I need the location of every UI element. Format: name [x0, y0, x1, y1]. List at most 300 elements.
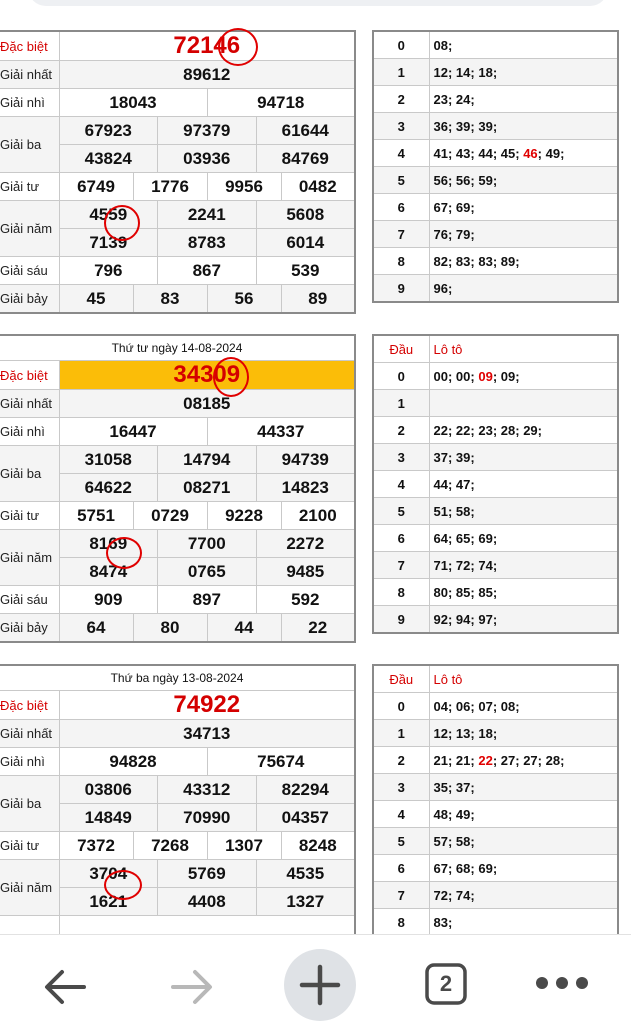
- loto-row: [373, 693, 618, 720]
- loto-value: 08: [433, 37, 448, 53]
- loto-header-loto: Lô tô: [429, 335, 618, 363]
- first-prize-value: 34713: [59, 720, 355, 748]
- second-prize-value: 44337: [207, 418, 355, 446]
- loto-value: 18: [478, 725, 493, 741]
- loto-values: [429, 390, 618, 417]
- loto-values: 82; 83; 83; 89;: [429, 248, 618, 275]
- loto-value: 49: [455, 806, 471, 822]
- fourth-prize-value: 2100: [281, 502, 355, 530]
- sixth-prize-value: 539: [291, 261, 320, 280]
- loto-row: [373, 747, 618, 774]
- row-second: [0, 418, 355, 446]
- loto-value: 43: [455, 145, 471, 161]
- loto-value: 44: [433, 476, 448, 492]
- loto-header-row: [373, 665, 618, 693]
- loto-value: 65: [455, 530, 471, 546]
- label-third: Giải ba: [0, 446, 59, 502]
- loto-head-digit: 5: [373, 828, 429, 855]
- row-first: [0, 720, 355, 748]
- loto-value: 23: [433, 91, 448, 107]
- loto-value: 48: [433, 806, 448, 822]
- loto-value: 21: [433, 752, 448, 768]
- loto-value: 29: [523, 422, 538, 438]
- loto-value: 85: [478, 584, 493, 600]
- loto-row: [373, 248, 618, 275]
- loto-value: 56: [455, 172, 471, 188]
- loto-head-digit: 8: [373, 248, 429, 275]
- loto-row: [373, 113, 618, 140]
- seventh-prize-value: 44: [207, 614, 281, 643]
- fifth-prize-value: 2272: [286, 534, 325, 553]
- seventh-prize-value: 45: [59, 285, 133, 314]
- loto-row: [373, 31, 618, 59]
- fourth-prize-value: 7372: [59, 832, 133, 860]
- loto-table-3: [372, 664, 619, 934]
- more-menu-button[interactable]: [534, 973, 594, 993]
- loto-head-digit: 3: [373, 774, 429, 801]
- fourth-prize-value: 1776: [133, 173, 207, 201]
- sixth-prize-value: 592: [291, 590, 320, 609]
- loto-row: [373, 774, 618, 801]
- label-special: Đặc biệt: [0, 691, 59, 720]
- seventh-prize-value: 89: [281, 285, 355, 314]
- loto-value: 96: [433, 280, 448, 296]
- second-prize-value: 16447: [59, 418, 207, 446]
- loto-value: 39: [455, 449, 471, 465]
- loto-value: 89: [500, 253, 516, 269]
- row-second: [0, 748, 355, 776]
- loto-row: [373, 552, 618, 579]
- loto-value: 00: [433, 368, 448, 384]
- date-header: Thứ ba ngày 13-08-2024: [0, 665, 355, 691]
- loto-value: 79: [455, 226, 471, 242]
- new-tab-button[interactable]: [284, 949, 356, 1021]
- row-fifth: [0, 860, 355, 888]
- back-button[interactable]: [38, 959, 94, 1015]
- loto-value: 06: [455, 698, 471, 714]
- loto-value: 49: [545, 145, 561, 161]
- label-fifth: Giải năm: [0, 530, 59, 586]
- label-seventh: Giải bảy: [0, 285, 59, 314]
- loto-value: 69: [478, 530, 493, 546]
- loto-value: 22: [433, 422, 448, 438]
- loto-row: [373, 194, 618, 221]
- label-third: Giải ba: [0, 776, 59, 832]
- third-prize-value: 14823: [281, 478, 329, 497]
- loto-head-digit: 0: [373, 693, 429, 720]
- loto-row: [373, 828, 618, 855]
- loto-values: 56; 56; 59;: [429, 167, 618, 194]
- row-second: [0, 89, 355, 117]
- loto-header-loto: Lô tô: [429, 665, 618, 693]
- fourth-prize-value: 1307: [207, 832, 281, 860]
- loto-head-digit: 8: [373, 909, 429, 935]
- label-second: Giải nhì: [0, 418, 59, 446]
- loto-value: 09: [478, 368, 493, 384]
- loto-head-digit: 7: [373, 221, 429, 248]
- seventh-prize-value: 83: [133, 285, 207, 314]
- row-date-header: [0, 335, 355, 361]
- loto-row: [373, 855, 618, 882]
- third-prize-value: 03936: [158, 145, 257, 172]
- loto-head-digit: 7: [373, 552, 429, 579]
- loto-value: 74: [455, 887, 471, 903]
- fifth-prize-value: 8169: [60, 530, 159, 557]
- label-seventh: Giải bảy: [0, 614, 59, 643]
- loto-head-digit: 4: [373, 140, 429, 167]
- loto-head-digit: 1: [373, 390, 429, 417]
- loto-value: 69: [478, 860, 493, 876]
- third-prize-value: 08271: [158, 474, 257, 501]
- loto-value: 67: [433, 860, 448, 876]
- fifth-prize-value: 3704: [60, 860, 159, 887]
- more-icon: [536, 977, 548, 989]
- row-third: [0, 776, 355, 804]
- row-first: [0, 390, 355, 418]
- loto-row: [373, 882, 618, 909]
- fourth-prize-value: 9956: [207, 173, 281, 201]
- loto-value: 68: [455, 860, 471, 876]
- label-fifth: Giải năm: [0, 860, 59, 916]
- loto-value: 47: [455, 476, 471, 492]
- label-sixth: [0, 916, 59, 935]
- browser-toolbar: [0, 934, 631, 1024]
- loto-value: 37: [433, 449, 448, 465]
- loto-head-digit: 8: [373, 579, 429, 606]
- tab-count: 2: [439, 971, 453, 996]
- fourth-prize-value: 6749: [59, 173, 133, 201]
- loto-table-1: [372, 30, 619, 303]
- loto-head-digit: 7: [373, 882, 429, 909]
- loto-value: 07: [478, 698, 493, 714]
- loto-row: [373, 525, 618, 552]
- loto-values: 67; 69;: [429, 194, 618, 221]
- label-second: Giải nhì: [0, 89, 59, 117]
- plus-icon: [298, 963, 342, 1007]
- label-special: Đặc biệt: [0, 31, 59, 61]
- loto-value: 44: [478, 145, 493, 161]
- label-sixth: Giải sáu: [0, 257, 59, 285]
- second-prize-value: 75674: [207, 748, 355, 776]
- loto-head-digit: 1: [373, 59, 429, 86]
- row-third: [0, 117, 355, 145]
- loto-value: 14: [455, 64, 471, 80]
- second-prize-value: 94828: [59, 748, 207, 776]
- loto-header-dau: Đầu: [373, 665, 429, 693]
- fifth-prize-value: 8474: [60, 558, 159, 585]
- loto-values: 00; 00; 09; 09;: [429, 363, 618, 390]
- loto-values: 12; 14; 18;: [429, 59, 618, 86]
- seventh-prize-value: 80: [133, 614, 207, 643]
- loto-values: 51; 58;: [429, 498, 618, 525]
- loto-values: 92; 94; 97;: [429, 606, 618, 634]
- loto-values: 72; 74;: [429, 882, 618, 909]
- loto-row: [373, 167, 618, 194]
- loto-value: 23: [478, 422, 493, 438]
- loto-values: 67; 68; 69;: [429, 855, 618, 882]
- loto-value: 64: [433, 530, 448, 546]
- fifth-prize-value: 5608: [286, 205, 325, 224]
- loto-value: 85: [455, 584, 471, 600]
- sixth-prize-value: 867: [158, 257, 257, 284]
- circle-annotation: [104, 870, 142, 900]
- fifth-prize-value: 4408: [158, 888, 257, 915]
- loto-row: [373, 444, 618, 471]
- fifth-prize-value: 1327: [286, 892, 325, 911]
- loto-value: 67: [433, 199, 448, 215]
- loto-value: 76: [433, 226, 448, 242]
- second-prize-value: 18043: [59, 89, 207, 117]
- loto-values: 57; 58;: [429, 828, 618, 855]
- loto-value: 28: [545, 752, 561, 768]
- loto-value: 46: [523, 145, 538, 161]
- special-prize-value: 34309: [59, 361, 355, 390]
- loto-values: 23; 24;: [429, 86, 618, 113]
- loto-value: 08: [500, 698, 516, 714]
- loto-head-digit: 5: [373, 498, 429, 525]
- loto-value: 39: [455, 118, 471, 134]
- label-third: Giải ba: [0, 117, 59, 173]
- row-first: [0, 61, 355, 89]
- loto-value: 51: [433, 503, 448, 519]
- third-prize-value: 97379: [158, 117, 257, 144]
- loto-value: 36: [433, 118, 448, 134]
- loto-head-digit: 4: [373, 801, 429, 828]
- row-fourth: [0, 832, 355, 860]
- loto-head-digit: 6: [373, 525, 429, 552]
- loto-head-digit: 2: [373, 86, 429, 113]
- loto-value: 12: [433, 64, 448, 80]
- loto-value: 72: [433, 887, 448, 903]
- loto-value: 09: [500, 368, 516, 384]
- sixth-prize-value: 909: [60, 586, 159, 613]
- third-prize-value: 43312: [158, 776, 257, 803]
- third-prize-value: 94739: [281, 450, 329, 469]
- loto-head-digit: 1: [373, 720, 429, 747]
- special-prize-value: 74922: [59, 691, 355, 720]
- loto-value: 58: [455, 503, 471, 519]
- loto-value: 35: [433, 779, 448, 795]
- loto-value: 59: [478, 172, 493, 188]
- loto-values: 41; 43; 44; 45; 46; 49;: [429, 140, 618, 167]
- loto-value: 37: [455, 779, 471, 795]
- third-prize-value: 14849: [60, 804, 159, 831]
- fourth-prize-value: 5751: [59, 502, 133, 530]
- loto-value: 83: [433, 914, 448, 930]
- row-special: [0, 361, 355, 390]
- loto-row: [373, 417, 618, 444]
- third-prize-value: 43824: [60, 145, 159, 172]
- loto-value: 58: [455, 833, 471, 849]
- fourth-prize-value: 0482: [281, 173, 355, 201]
- loto-row: [373, 606, 618, 634]
- fifth-prize-value: 5769: [158, 860, 257, 887]
- loto-value: 74: [478, 557, 493, 573]
- loto-value: 18: [478, 64, 493, 80]
- loto-value: 21: [455, 752, 471, 768]
- sixth-prize-value: 796: [60, 257, 159, 284]
- fifth-prize-value: 4559: [60, 201, 159, 228]
- row-fifth: [0, 530, 355, 558]
- third-prize-value: 61644: [281, 121, 329, 140]
- fifth-prize-value: 8783: [158, 229, 257, 256]
- loto-head-digit: 4: [373, 471, 429, 498]
- loto-values: 44; 47;: [429, 471, 618, 498]
- third-prize-value: 04357: [281, 808, 329, 827]
- label-first: Giải nhất: [0, 390, 59, 418]
- loto-value: 04: [433, 698, 448, 714]
- loto-value: 97: [478, 611, 493, 627]
- loto-value: 41: [433, 145, 448, 161]
- label-first: Giải nhất: [0, 61, 59, 89]
- loto-values: 22; 22; 23; 28; 29;: [429, 417, 618, 444]
- row-third: [0, 446, 355, 474]
- loto-value: 45: [500, 145, 516, 161]
- fourth-prize-value: 8248: [281, 832, 355, 860]
- loto-value: 92: [433, 611, 448, 627]
- loto-values: 64; 65; 69;: [429, 525, 618, 552]
- fifth-prize-value: 4535: [286, 864, 325, 883]
- loto-values: 80; 85; 85;: [429, 579, 618, 606]
- loto-value: 72: [455, 557, 471, 573]
- loto-values: 04; 06; 07; 08;: [429, 693, 618, 720]
- fifth-prize-value: 7700: [158, 530, 257, 557]
- loto-head-digit: 0: [373, 363, 429, 390]
- loto-header-dau: Đầu: [373, 335, 429, 363]
- loto-values: 12; 13; 18;: [429, 720, 618, 747]
- third-prize-value: 64622: [60, 474, 159, 501]
- sixth-prize-value: 897: [158, 586, 257, 613]
- loto-value: 00: [455, 368, 471, 384]
- more-icon: [576, 977, 588, 989]
- loto-values: 96;: [429, 275, 618, 303]
- loto-row: [373, 86, 618, 113]
- first-prize-value: 08185: [59, 390, 355, 418]
- result-table-1: [0, 30, 356, 314]
- row-sixth: [0, 257, 355, 285]
- circle-annotation: [104, 205, 140, 241]
- loto-head-digit: 2: [373, 417, 429, 444]
- forward-button[interactable]: [165, 959, 221, 1015]
- loto-value: 27: [500, 752, 516, 768]
- loto-head-digit: 9: [373, 275, 429, 303]
- special-prize-value: 72146: [59, 31, 355, 61]
- fifth-prize-value: 6014: [286, 233, 325, 252]
- loto-row: [373, 471, 618, 498]
- first-prize-value: 89612: [59, 61, 355, 89]
- third-prize-value: 82294: [281, 780, 329, 799]
- loto-values: 21; 21; 22; 27; 27; 28;: [429, 747, 618, 774]
- row-fourth: [0, 502, 355, 530]
- more-icon: [556, 977, 568, 989]
- loto-head-digit: 6: [373, 855, 429, 882]
- loto-value: 27: [523, 752, 538, 768]
- loto-value: 22: [455, 422, 471, 438]
- loto-value: 12: [433, 725, 448, 741]
- result-table-3: [0, 664, 356, 934]
- third-prize-value: 31058: [60, 446, 159, 473]
- loto-head-digit: 3: [373, 444, 429, 471]
- loto-values: 48; 49;: [429, 801, 618, 828]
- loto-table-2: [372, 334, 619, 634]
- row-fifth: [0, 201, 355, 229]
- label-sixth: Giải sáu: [0, 586, 59, 614]
- loto-values: 76; 79;: [429, 221, 618, 248]
- third-prize-value: 14794: [158, 446, 257, 473]
- loto-row: [373, 275, 618, 303]
- fourth-prize-value: 7268: [133, 832, 207, 860]
- forward-arrow-icon: [165, 959, 221, 1015]
- loto-values: 35; 37;: [429, 774, 618, 801]
- fifth-prize-value: 9485: [286, 562, 325, 581]
- label-first: Giải nhất: [0, 720, 59, 748]
- circle-annotation: [106, 537, 142, 569]
- loto-row: [373, 59, 618, 86]
- loto-header-row: [373, 335, 618, 363]
- second-prize-value: 94718: [207, 89, 355, 117]
- fourth-prize-value: 9228: [207, 502, 281, 530]
- loto-value: 39: [478, 118, 493, 134]
- loto-head-digit: 6: [373, 194, 429, 221]
- loto-value: 83: [478, 253, 493, 269]
- loto-row: [373, 140, 618, 167]
- loto-row: [373, 390, 618, 417]
- label-fifth: Giải năm: [0, 201, 59, 257]
- row-seventh: [0, 614, 355, 643]
- loto-values: 08;: [429, 31, 618, 59]
- loto-value: 24: [455, 91, 471, 107]
- loto-row: [373, 909, 618, 935]
- label-fourth: Giải tư: [0, 502, 59, 530]
- seventh-prize-value: 64: [59, 614, 133, 643]
- label-special: Đặc biệt: [0, 361, 59, 390]
- label-second: Giải nhì: [0, 748, 59, 776]
- circle-annotation: [213, 357, 249, 397]
- loto-row: [373, 498, 618, 525]
- seventh-prize-value: 22: [281, 614, 355, 643]
- result-table-2: [0, 334, 356, 643]
- row-date-header: [0, 665, 355, 691]
- third-prize-value: 03806: [60, 776, 159, 803]
- fourth-prize-value: 0729: [133, 502, 207, 530]
- loto-value: 57: [433, 833, 448, 849]
- loto-head-digit: 0: [373, 31, 429, 59]
- label-fourth: Giải tư: [0, 173, 59, 201]
- loto-value: 69: [455, 199, 471, 215]
- loto-values: 36; 39; 39;: [429, 113, 618, 140]
- row-sixth: [0, 586, 355, 614]
- loto-row: [373, 579, 618, 606]
- row-special: [0, 691, 355, 720]
- row-fourth: [0, 173, 355, 201]
- third-prize-value: 70990: [158, 804, 257, 831]
- circle-annotation: [218, 28, 258, 66]
- date-header: Thứ tư ngày 14-08-2024: [0, 335, 355, 361]
- loto-value: 56: [433, 172, 448, 188]
- loto-value: 94: [455, 611, 471, 627]
- back-arrow-icon: [38, 959, 94, 1015]
- loto-row: [373, 801, 618, 828]
- loto-values: 71; 72; 74;: [429, 552, 618, 579]
- fifth-prize-value: 7139: [60, 229, 159, 256]
- loto-value: 22: [478, 752, 493, 768]
- loto-value: 80: [433, 584, 448, 600]
- loto-row: [373, 363, 618, 390]
- fifth-prize-value: 1621: [60, 888, 159, 915]
- loto-head-digit: 5: [373, 167, 429, 194]
- loto-value: 28: [500, 422, 516, 438]
- loto-head-digit: 2: [373, 747, 429, 774]
